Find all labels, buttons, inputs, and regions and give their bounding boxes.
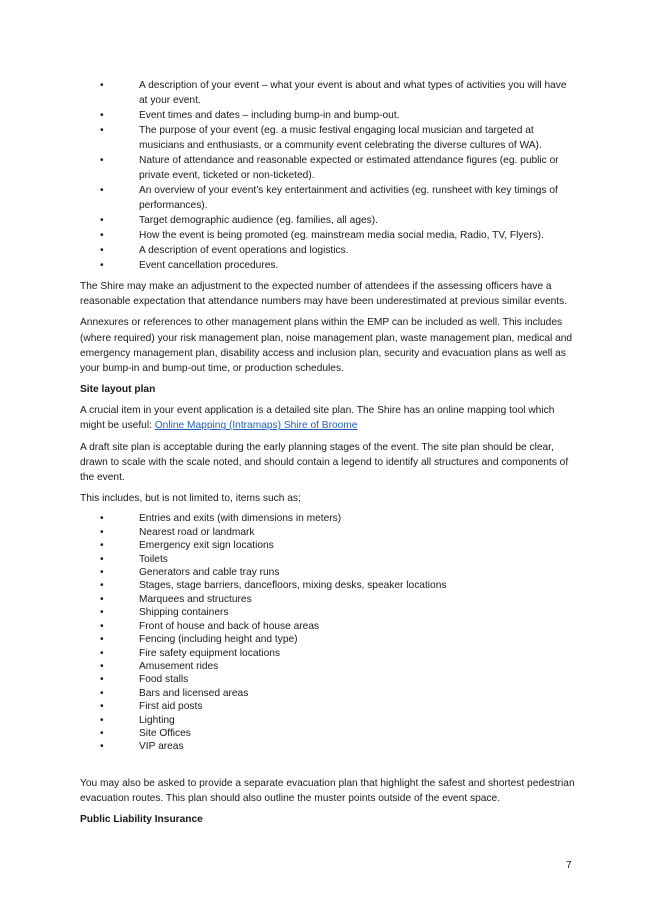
- bullet: •: [100, 155, 104, 166]
- list-item-text: Nature of attendance and reasonable expected or estimated attendance figures (eg. public or private event, ticketed or non-ticketed).: [139, 155, 559, 181]
- list-item: [80, 228, 576, 243]
- bullet: •: [100, 741, 104, 753]
- list-item: [80, 579, 576, 592]
- list-item-text: Generators and cable tray runs: [139, 567, 280, 579]
- bullet: •: [100, 185, 104, 196]
- annexures-paragraph: Annexures or references to other management plans within the EMP can be included as well. This includes (where required) your risk management plan, noise management plan, waste management plan, medical and emergency management plan, disability access and inclusion plan, security and evacuation plans as well as your bump-in and bump-out time, or production schedules.: [80, 317, 573, 375]
- site-plan-items-list: [80, 512, 576, 753]
- bullet: •: [100, 634, 104, 646]
- bullet: •: [100, 526, 104, 538]
- bullet: •: [100, 540, 104, 552]
- list-item-text: Toilets: [139, 553, 168, 565]
- list-item: [80, 512, 576, 525]
- event-description-list: [80, 78, 576, 273]
- list-item: [80, 714, 576, 727]
- bullet: •: [100, 607, 104, 619]
- site-plan-paragraph: [80, 403, 576, 433]
- bullet: •: [100, 553, 104, 565]
- online-mapping-link[interactable]: Online Mapping (Intramaps) Shire of Broome: [154, 420, 358, 432]
- list-item-text: Front of house and back of house areas: [139, 620, 320, 632]
- bullet: •: [100, 674, 104, 686]
- list-item: [80, 553, 576, 566]
- public-liability-heading: Public Liability Insurance: [80, 814, 203, 826]
- list-item: [80, 606, 576, 619]
- draft-site-plan-paragraph: A draft site plan is acceptable during the early planning stages of the event. The site plan should be clear, drawn to scale with the scale noted, and should contain a legend to identify all structures and components of the event.: [80, 441, 569, 484]
- list-item-text: Food stalls: [139, 674, 189, 686]
- bullet: •: [100, 215, 104, 226]
- list-item: [80, 647, 576, 660]
- list-item-text: Fencing (including height and type): [139, 634, 298, 646]
- list-item: [80, 740, 576, 753]
- list-item: [80, 539, 576, 552]
- bullet: •: [100, 620, 104, 632]
- list-item-text: A description of your event – what your event is about and what types of activities you will have at your event.: [139, 80, 567, 106]
- list-item-text: VIP areas: [139, 741, 184, 753]
- bullet: •: [100, 80, 104, 91]
- list-item-text: Entries and exits (with dimensions in meters): [139, 513, 342, 525]
- bullet: •: [100, 110, 104, 121]
- list-item-text: An overview of your event’s key entertainment and activities (eg. runsheet with key timings of performances).: [139, 185, 558, 211]
- evacuation-paragraph: You may also be asked to provide a separate evacuation plan that highlight the safest and shortest pedestrian evacuation routes. This plan should also outline the muster points outside of the event space.: [80, 777, 575, 804]
- bullet: •: [100, 647, 104, 659]
- list-item: [80, 593, 576, 606]
- list-item-text: A description of event operations and logistics.: [139, 245, 349, 256]
- bullet: •: [100, 687, 104, 699]
- bullet: •: [100, 567, 104, 579]
- list-item-text: The purpose of your event (eg. a music festival engaging local musician and targeted at musicians and enthusiasts, or a community event celebrating the diverse cultures of WA).: [139, 125, 542, 151]
- list-item-text: Stages, stage barriers, dancefloors, mixing desks, speaker locations: [139, 580, 447, 592]
- list-item-text: First aid posts: [139, 701, 203, 713]
- list-item: [80, 673, 576, 686]
- bullet: •: [100, 513, 104, 525]
- list-item: [80, 183, 576, 213]
- list-item-text: Event cancellation procedures.: [139, 260, 279, 271]
- list-item-text: Nearest road or landmark: [139, 526, 255, 538]
- list-item: [80, 687, 576, 700]
- list-item-text: How the event is being promoted (eg. mainstream media social media, Radio, TV, Flyers).: [139, 230, 544, 241]
- list-item-text: Lighting: [139, 714, 175, 726]
- bullet: •: [100, 580, 104, 592]
- list-item: [80, 566, 576, 579]
- list-item: [80, 243, 576, 258]
- list-item-text: Emergency exit sign locations: [139, 540, 274, 552]
- site-layout-heading: Site layout plan: [80, 384, 156, 396]
- attendance-adjustment-paragraph: The Shire may make an adjustment to the expected number of attendees if the assessing officers have a reasonable expectation that attendance numbers may have been underestimated at previous similar events.: [80, 281, 568, 308]
- list-item: [80, 258, 576, 273]
- bullet: •: [100, 727, 104, 739]
- bullet: •: [100, 260, 104, 271]
- list-item: [80, 660, 576, 673]
- bullet: •: [100, 245, 104, 256]
- list-item-text: Fire safety equipment locations: [139, 647, 280, 659]
- list-item: [80, 153, 576, 183]
- list-item: [80, 123, 576, 153]
- bullet: •: [100, 701, 104, 713]
- bullet: •: [100, 593, 104, 605]
- includes-paragraph: This includes, but is not limited to, items such as;: [80, 493, 301, 505]
- bullet: •: [100, 714, 104, 726]
- list-item: [80, 633, 576, 646]
- bullet: •: [100, 125, 104, 136]
- list-item-text: Event times and dates – including bump-in and bump-out.: [139, 110, 400, 121]
- bullet: •: [100, 230, 104, 241]
- site-plan-text: A crucial item in your event application is a detailed site plan. The Shire has an online mapping tool which might be useful:: [80, 405, 555, 432]
- list-item-text: Amusement rides: [139, 660, 219, 672]
- list-item: [80, 526, 576, 539]
- list-item-text: Marquees and structures: [139, 593, 252, 605]
- list-item: [80, 78, 576, 108]
- list-item: [80, 108, 576, 123]
- list-item-text: Site Offices: [139, 727, 191, 739]
- list-item: [80, 620, 576, 633]
- list-item-text: Target demographic audience (eg. families, all ages).: [139, 215, 378, 226]
- page-number: 7: [566, 860, 572, 871]
- list-item-text: Bars and licensed areas: [139, 687, 249, 699]
- list-item: [80, 700, 576, 713]
- document-page: [80, 78, 576, 827]
- list-item-text: Shipping containers: [139, 607, 229, 619]
- list-item: [80, 727, 576, 740]
- bullet: •: [100, 660, 104, 672]
- list-item: [80, 213, 576, 228]
